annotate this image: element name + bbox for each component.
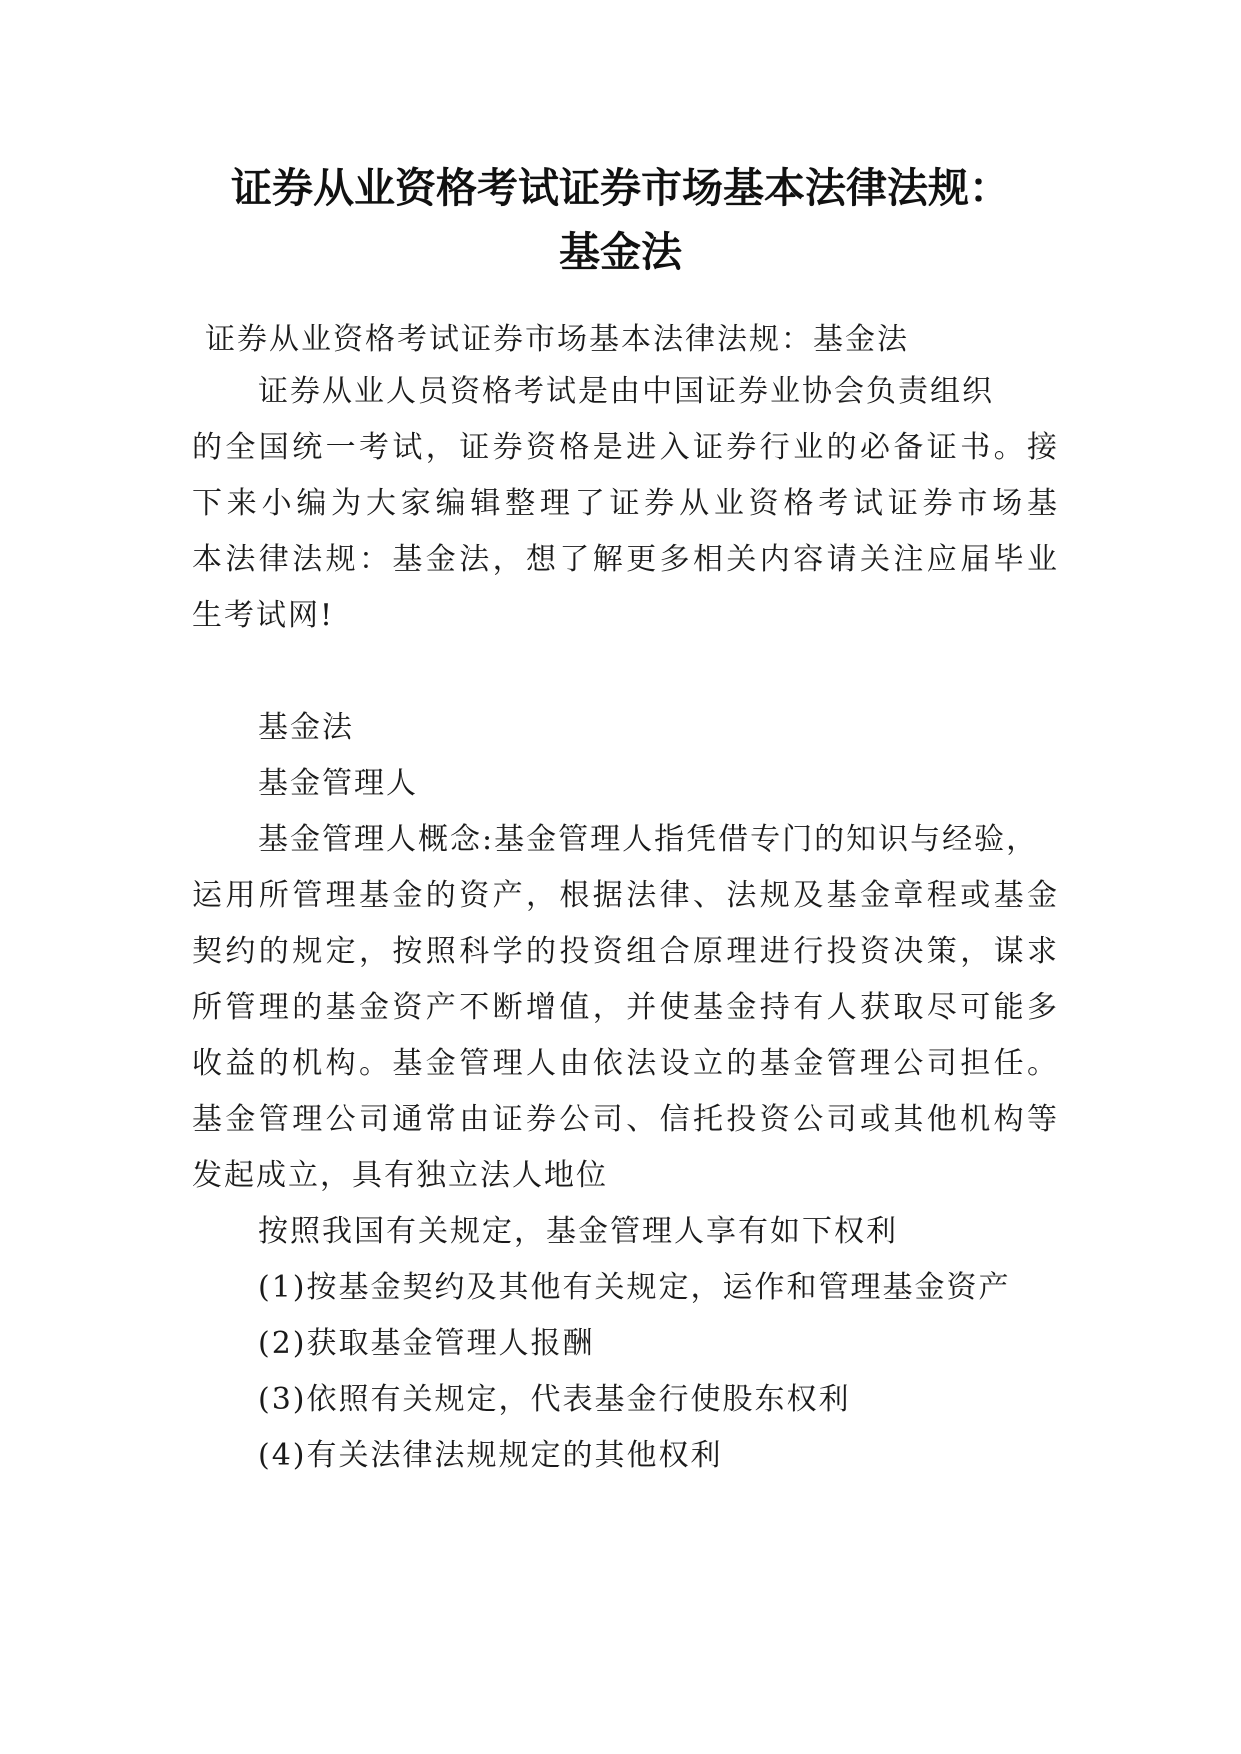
rights-item-2: (2)获取基金管理人报酬	[258, 1326, 595, 1361]
rights-item-4: (4)有关法律法规规定的其他权利	[258, 1438, 723, 1473]
concept-line-5: 收益的机构。基金管理人由依法设立的基金管理公司担任。	[192, 1046, 1057, 1081]
intro-line-5: 生考试网!	[192, 598, 335, 633]
concept-line-4: 所管理的基金资产不断增值，并使基金持有人获取尽可能多	[192, 990, 1057, 1025]
rights-item-3: (3)依照有关规定，代表基金行使股东权利	[258, 1382, 851, 1417]
concept-line-1: 基金管理人概念:基金管理人指凭借专门的知识与经验，	[258, 822, 1039, 857]
concept-line-6: 基金管理公司通常由证券公司、信托投资公司或其他机构等	[192, 1102, 1057, 1137]
subsection-heading: 基金管理人	[258, 766, 418, 801]
document-subtitle: 证券从业资格考试证券市场基本法律法规：基金法	[205, 322, 909, 357]
concept-line-3: 契约的规定，按照科学的投资组合原理进行投资决策，谋求	[192, 934, 1057, 969]
intro-line-1: 证券从业人员资格考试是由中国证券业协会负责组织	[258, 374, 994, 409]
concept-line-7: 发起成立，具有独立法人地位	[192, 1158, 608, 1193]
concept-line-2: 运用所管理基金的资产，根据法律、法规及基金章程或基金	[192, 878, 1057, 913]
document-title-line-1: 证券从业资格考试证券市场基本法律法规：	[231, 164, 1010, 212]
rights-intro: 按照我国有关规定，基金管理人享有如下权利	[258, 1214, 898, 1249]
section-heading: 基金法	[258, 710, 354, 745]
intro-line-4: 本法律法规：基金法，想了解更多相关内容请关注应届毕业	[192, 542, 1057, 577]
intro-line-3: 下来小编为大家编辑整理了证券从业资格考试证券市场基	[192, 486, 1057, 521]
rights-item-1: (1)按基金契约及其他有关规定，运作和管理基金资产	[258, 1270, 1011, 1305]
intro-line-2: 的全国统一考试，证券资格是进入证券行业的必备证书。接	[192, 430, 1057, 465]
document-title-line-2: 基金法	[559, 228, 682, 276]
